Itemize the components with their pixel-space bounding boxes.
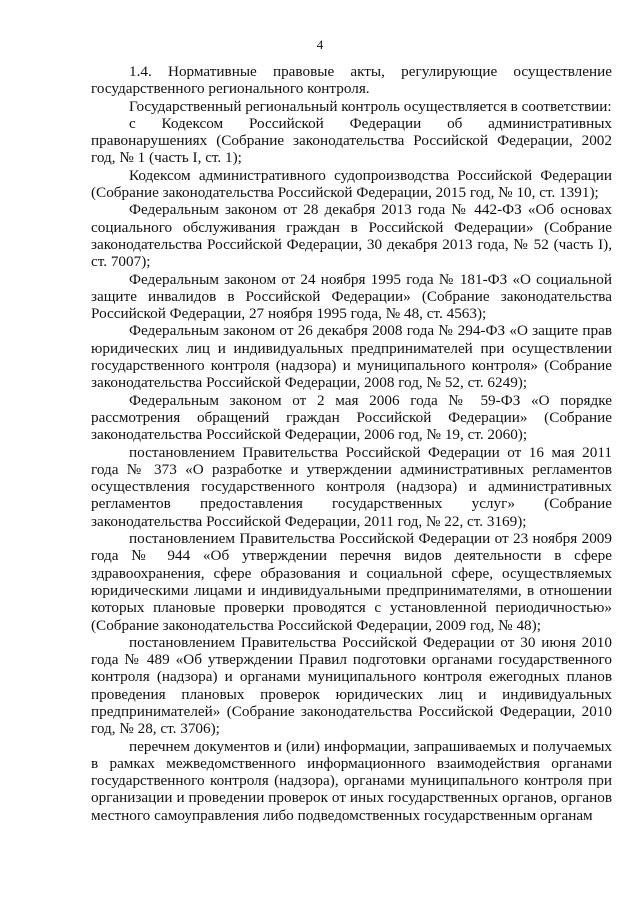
paragraph-fz-442: Федеральным законом от 28 декабря 2013 года № 442-ФЗ «Об основах социального обслуживания граждан в Российской Федерации» (Собрание законодательства Российской Федерации, 30 декабря 2013 года, № 52 (часть I), ст. 7007); — [91, 201, 612, 271]
paragraph-fz-181: Федеральным законом от 24 ноября 1995 года № 181-ФЗ «О социальной защите инвалидов в Российской Федерации» (Собрание законодательства Российской Федерации, 27 ноября 1995 года, № 48, ст. 4563); — [91, 270, 612, 323]
paragraph-postanovlenie-373: постановлением Правительства Российской Федерации от 16 мая 2011 года № 373 «О разработке и утверждении административных регламентов осуществления государственного контроля (надзора) и административных регламентов предоставления государственных услуг» (Собрание законодательства Российской Федерации, 2011 год, № 22, ст. 3169); — [91, 443, 612, 530]
paragraph-section-1-4: 1.4. Нормативные правовые акты, регулирующие осуществление государственного регионального контроля. — [91, 63, 612, 98]
paragraph-postanovlenie-944: постановлением Правительства Российской Федерации от 23 ноября 2009 года № 944 «Об утверждении перечня видов деятельности в сфере здравоохранения, сфере образования и социальной сфере, осуществляемых юридическими лицами и индивидуальными предпринимателями, в отношении которых плановые проверки проводятся с установленной периодичностью» (Собрание законодательства Российской Федерации, 2009 год, № 48); — [91, 530, 612, 634]
page-number: 4 — [316, 37, 324, 52]
paragraph-postanovlenie-489: постановлением Правительства Российской Федерации от 30 июня 2010 года № 489 «Об утверждении Правил подготовки органами государственного контроля (надзора) и органами муниципального контроля ежегодных планов проведения плановых проверок юридических лиц и индивидуальных предпринимателей» (Собрание законодательства Российской Федерации, 2010 год, № 28, ст. 3706); — [91, 633, 612, 738]
paragraph-fz-59: Федеральным законом от 2 мая 2006 года № 59-ФЗ «О порядке рассмотрения обращений граждан Российской Федерации» (Собрание законодательства Российской Федерации, 2006 год, № 19, ст. 2060); — [91, 391, 612, 444]
paragraph-intro: Государственный региональный контроль осуществляется в соответствии: — [129, 97, 612, 115]
paragraph-fz-294: Федеральным законом от 26 декабря 2008 года № 294-ФЗ «О защите прав юридических лиц и индивидуальных предпринимателей при осуществлении государственного контроля (надзора) и муниципального контроля» (Собрание законодательства Российской Федерации, 2008 год, № 52, ст. 6249); — [91, 322, 612, 392]
paragraph-koap: с Кодексом Российской Федерации об административных правонарушениях (Собрание законодательства Российской Федерации, 2002 год, № 1 (часть I, ст. 1); — [91, 114, 612, 167]
paragraph-perechen: перечнем документов и (или) информации, запрашиваемых и получаемых в рамках межведомственного информационного взаимодействия органами государственного контроля (надзора), органами муниципального контроля при организации и проведении проверок от иных государственных органов, органов местного самоуправления либо подведомственных государственным органам — [91, 737, 612, 824]
document-body — [91, 63, 612, 824]
paragraph-kas: Кодексом административного судопроизводства Российской Федерации (Собрание законодательства Российской Федерации, 2015 год, № 10, ст. 1391); — [91, 166, 612, 202]
